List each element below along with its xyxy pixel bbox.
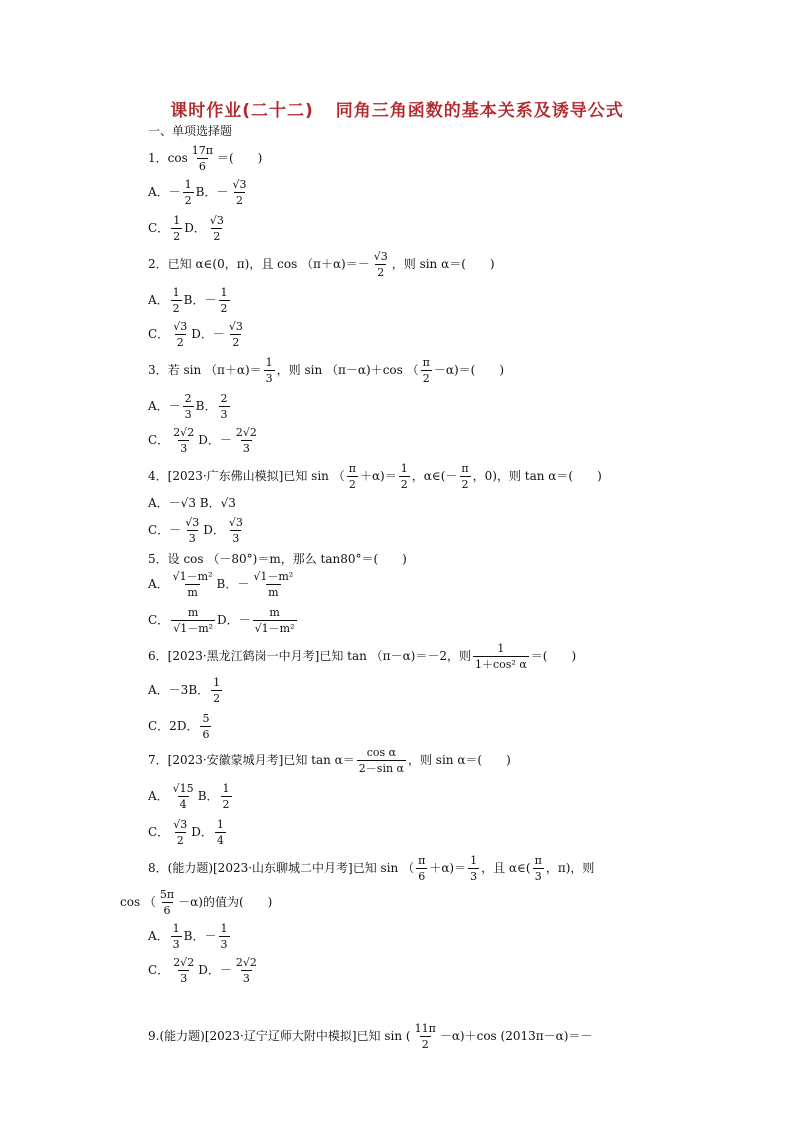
- question-1-stem: 1．cos $\frac{17\pi}{6}$ ＝( ): [148, 144, 263, 173]
- question-5-stem: 5．设 cos （－80°)＝m，那么 tan80°＝( ): [148, 552, 407, 566]
- page-title: [0, 96, 794, 121]
- question-3-stem: 3．若 sin （π＋α)＝ $\frac{1}{3}$ ，则 sin （π－α)＋cos （ $\frac{\pi}{2}$ －α)＝( ): [148, 356, 505, 385]
- question-3-options-ab: A．－ $\frac{2}{3}$ B． $\frac{2}{3}$: [148, 392, 228, 421]
- question-7-options-ab: A． $\frac{√15}{4}$ B． $\frac{1}{2}$: [148, 782, 230, 811]
- question-7-options-cd: C． $\frac{√3}{2}$ D． $\frac{1}{4}$: [148, 818, 224, 847]
- question-8-options-ab: A． $\frac{1}{3}$ B．－ $\frac{1}{3}$: [148, 922, 228, 951]
- question-3-options-cd: C． $\frac{2√2}{3}$ D．－ $\frac{2√2}{3}$: [148, 426, 257, 455]
- question-6-options-ab: A．－3B． $\frac{1}{2}$: [148, 676, 221, 705]
- question-8-stem-line2: cos （ $\frac{5\pi}{6}$ －α)的值为( ): [120, 888, 273, 917]
- question-2-options-ab: A． $\frac{1}{2}$ B．－ $\frac{1}{2}$: [148, 286, 228, 315]
- question-8-stem: 8．(能力题)[2023·山东聊城二中月考]已知 sin （ $\frac{\pi}{6}$ ＋α)＝ $\frac{1}{3}$ ，且 α∈( $\frac{\pi}{3}$ ，π)，则: [148, 854, 595, 883]
- section-heading: 一、单项选择题: [148, 124, 233, 138]
- question-5-options-ab: A． $\frac{\text{√1－m²}}{m}$ B．－ $\frac{\text{√1－m²}}{m}$: [148, 570, 294, 599]
- question-1-options-cd: C． $\frac{1}{2}$ D． $\frac{√3}{2}$: [148, 214, 224, 243]
- question-6-stem: 6．[2023·黑龙江鹤岗一中月考]已知 tan （π－α)＝－2，则 $\frac{1}{\text{1＋cos² α}}$ ＝( ): [148, 642, 577, 671]
- question-8-options-cd: C． $\frac{2√2}{3}$ D．－ $\frac{2√2}{3}$: [148, 956, 257, 985]
- question-7-stem: 7．[2023·安徽蒙城月考]已知 tan α＝ $\frac{\text{cos α}}{\text{2－sin α}}$ ，则 sin α＝( ): [148, 746, 511, 775]
- title-main: 课时作业(二十二): [170, 101, 314, 121]
- question-4-options-cd: C．－ $\frac{√3}{3}$ D． $\frac{√3}{3}$: [148, 516, 243, 545]
- question-9-stem: 9.(能力题)[2023·辽宁辽师大附中模拟]已知 sin ( $\frac{11\pi}{2}$ －α)＋cos (2013π－α)＝－: [148, 1022, 593, 1051]
- question-4-options-ab: A．－√3 B．√3: [148, 496, 236, 510]
- title-sub: 同角三角函数的基本关系及诱导公式: [335, 101, 624, 121]
- question-4-stem: 4．[2023·广东佛山模拟]已知 sin （ $\frac{\pi}{2}$ ＋α)＝ $\frac{1}{2}$ ，α∈(－ $\frac{\pi}{2}$ ，0)，则 tan α＝( ): [148, 462, 602, 491]
- question-6-options-cd: C．2D． $\frac{5}{6}$: [148, 712, 210, 741]
- question-1-options-ab: A．－ $\frac{1}{2}$ B．－ $\frac{√3}{2}$: [148, 178, 247, 207]
- question-2-options-cd: C． $\frac{√3}{2}$ D．－ $\frac{√3}{2}$: [148, 320, 243, 349]
- question-2-stem: 2．已知 α∈(0，π)，且 cos （π＋α)＝－ $\frac{√3}{2}$ ，则 sin α＝( ): [148, 250, 495, 279]
- question-5-options-cd: C． $\frac{m}{\text{√1－m²}}$ D．－ $\frac{m}{\text{√1－m²}}$: [148, 606, 295, 635]
